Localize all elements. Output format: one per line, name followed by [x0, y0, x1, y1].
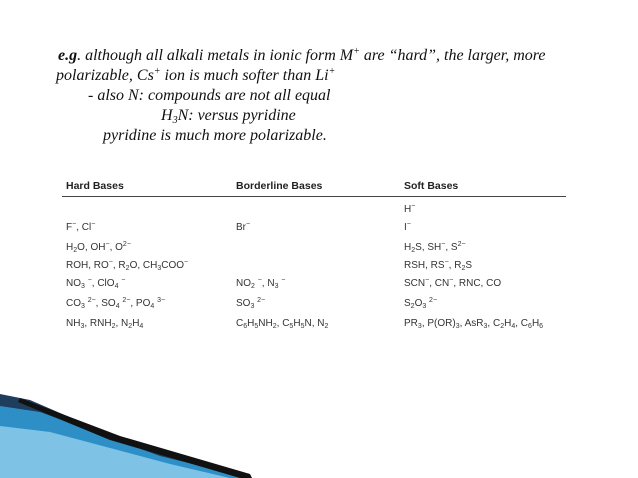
- formula-fragment: O, OH: [77, 241, 106, 253]
- subscript: 6: [539, 322, 544, 330]
- formula-fragment: H: [66, 241, 74, 253]
- formula-fragment: , O: [109, 241, 123, 253]
- formula-fragment: NO: [236, 277, 251, 289]
- superscript: 2−: [87, 296, 96, 304]
- cell-hard: [62, 260, 236, 271]
- formula-fragment: , RNH: [84, 317, 112, 329]
- text-fragment: ion is much softer than Li: [160, 67, 329, 84]
- superscript: 3−: [157, 296, 166, 304]
- subscript: 3: [483, 322, 488, 330]
- subscript: 3: [157, 264, 162, 272]
- formula-fragment: H: [132, 317, 140, 329]
- subscript: 6: [243, 322, 248, 330]
- formula-fragment: S, SH: [415, 241, 442, 253]
- formula-fragment: H: [247, 317, 255, 329]
- table-row: [62, 257, 566, 273]
- superscript: 2−: [122, 296, 131, 304]
- subscript: 3: [422, 302, 427, 310]
- formula-fragment: Br: [236, 221, 246, 233]
- subscript: 2: [272, 322, 277, 330]
- formula-fragment: S: [404, 297, 411, 309]
- header-borderline-bases: Borderline Bases: [236, 180, 323, 192]
- formula-fragment: C: [236, 317, 244, 329]
- formula-fragment: , Cl: [76, 221, 92, 233]
- text-fragment: N: versus pyridine: [177, 107, 296, 124]
- subscript: 3: [81, 282, 85, 290]
- subscript: 3: [417, 322, 422, 330]
- formula-fragment: NH: [258, 317, 273, 329]
- superscript: −: [444, 258, 449, 266]
- cell-hard: [62, 318, 236, 329]
- superscript: −: [105, 240, 110, 248]
- superscript: −: [449, 276, 454, 284]
- formula-fragment: S: [465, 259, 473, 271]
- cell-hard: [62, 278, 236, 289]
- subscript: 4: [511, 322, 516, 330]
- superscript: −: [121, 276, 126, 284]
- superscript: −: [406, 220, 411, 228]
- formula-fragment: H: [293, 317, 301, 329]
- subscript: 3: [80, 322, 85, 330]
- subscript: 6: [528, 322, 532, 330]
- superscript: −: [257, 276, 262, 284]
- formula-fragment: , RNC, CO: [453, 277, 502, 289]
- slide-body-text: [58, 46, 618, 146]
- text-line-3: - also N: compounds are not all equal: [88, 87, 331, 104]
- subscript: 4: [114, 282, 119, 290]
- formula-fragment: COO: [161, 259, 185, 271]
- swoosh-light-band: [0, 426, 230, 478]
- formula-fragment: , C: [276, 317, 290, 329]
- formula-fragment: O: [414, 297, 423, 309]
- subscript: 2: [73, 246, 78, 254]
- formula-fragment: ROH, RO: [66, 259, 109, 271]
- text-line-1: [58, 46, 618, 66]
- text-fragment: are “hard”, the larger, more: [359, 47, 546, 64]
- formula-fragment: PR: [404, 317, 418, 329]
- table-row: [62, 293, 566, 313]
- subscript: 4: [150, 302, 155, 310]
- superscript: +: [153, 66, 161, 77]
- superscript: −: [425, 276, 430, 284]
- superscript: 2−: [122, 240, 131, 248]
- formula-fragment: , AsR: [459, 317, 484, 329]
- formula-fragment: , CN: [429, 277, 450, 289]
- formula-fragment: , R: [112, 259, 126, 271]
- formula-fragment: I: [404, 221, 407, 233]
- subscript: 4: [139, 322, 144, 330]
- cell-hard: [62, 298, 236, 309]
- formula-fragment: , P(OR): [421, 317, 456, 329]
- header-hard-bases: Hard Bases: [66, 180, 124, 192]
- formula-fragment: , C: [515, 317, 529, 329]
- formula-fragment: H: [531, 317, 540, 329]
- formula-fragment: H: [504, 317, 512, 329]
- cell-borderline: [236, 298, 404, 309]
- subscript: 3: [172, 115, 178, 126]
- superscript: 2−: [257, 296, 266, 304]
- text-line-5: pyridine is much more polarizable.: [103, 127, 327, 144]
- formula-fragment: H: [404, 241, 412, 253]
- table-row: [62, 313, 566, 333]
- formula-fragment: NH: [66, 317, 81, 329]
- eg-label: e.g: [58, 47, 78, 64]
- cell-soft: H−: [404, 202, 416, 215]
- subscript: 2: [410, 302, 415, 310]
- subscript: 5: [254, 322, 259, 330]
- formula-fragment: O, CH: [129, 259, 158, 271]
- superscript: −: [87, 276, 92, 284]
- cell-soft: [404, 298, 566, 309]
- subscript: 3: [274, 282, 279, 290]
- table-row: [62, 273, 566, 293]
- subscript: 2: [125, 264, 130, 272]
- text-fragment: . although all alkali metals in ionic form M: [77, 47, 354, 64]
- superscript: −: [441, 240, 446, 248]
- formula-fragment: , R: [448, 259, 462, 271]
- hard-soft-bases-table: [62, 176, 566, 333]
- decorative-swoosh: [0, 392, 280, 478]
- superscript: +: [353, 46, 360, 57]
- table-row: [62, 237, 566, 257]
- formula-fragment: RSH, RS: [404, 259, 445, 271]
- superscript: 2−: [457, 240, 466, 248]
- cell-borderline: [236, 318, 404, 329]
- header-soft-bases: Soft Bases: [404, 180, 459, 192]
- superscript: −: [91, 220, 96, 228]
- formula-fragment: N, N: [304, 317, 325, 329]
- subscript: 2: [111, 322, 116, 330]
- formula-fragment: , C: [487, 317, 501, 329]
- formula-fragment: , N: [261, 277, 275, 289]
- formula-fragment: SO: [236, 297, 251, 309]
- subscript: 3: [455, 322, 460, 330]
- formula-fragment: SCN: [404, 277, 426, 289]
- cell-soft: [404, 278, 566, 289]
- subscript: 5: [300, 322, 305, 330]
- superscript: −: [72, 220, 77, 228]
- superscript: 2−: [429, 296, 438, 304]
- subscript: 5: [289, 322, 294, 330]
- cell-soft: [404, 260, 566, 271]
- superscript: −: [246, 220, 251, 228]
- superscript: −: [184, 258, 189, 266]
- formula-fragment: , N: [115, 317, 129, 329]
- table-header-row: [62, 176, 566, 197]
- formula-fragment: , S: [445, 241, 458, 253]
- cell-hard: [62, 242, 236, 253]
- subscript: 2: [411, 246, 416, 254]
- superscript: +: [328, 66, 336, 77]
- table-row: [62, 201, 566, 217]
- subscript: 2: [128, 322, 133, 330]
- text-line-4: [161, 106, 618, 126]
- subscript: 2: [251, 282, 255, 290]
- formula-fragment: , PO: [130, 297, 151, 309]
- formula-fragment: NO: [66, 277, 81, 289]
- subscript: 3: [81, 302, 85, 310]
- formula-fragment: , SO: [95, 297, 116, 309]
- superscript: −: [281, 276, 286, 284]
- cell-soft: [404, 318, 566, 329]
- superscript: −: [108, 258, 113, 266]
- cell-borderline: [236, 278, 404, 289]
- cell-borderline: [236, 222, 404, 233]
- subscript: 2: [324, 322, 329, 330]
- cell-hard: [62, 222, 236, 233]
- cell-soft: [404, 242, 566, 253]
- text-fragment: polarizable, Cs: [56, 67, 154, 84]
- text-fragment: H: [161, 107, 173, 124]
- subscript: 3: [250, 302, 255, 310]
- formula-fragment: F: [66, 221, 73, 233]
- subscript: 2: [500, 322, 505, 330]
- text-line-2: [56, 66, 618, 86]
- formula-fragment: , ClO: [91, 277, 115, 289]
- formula-fragment: CO: [66, 297, 81, 309]
- table-row: [62, 217, 566, 237]
- subscript: 2: [461, 264, 466, 272]
- subscript: 4: [115, 302, 120, 310]
- cell-soft: [404, 222, 566, 233]
